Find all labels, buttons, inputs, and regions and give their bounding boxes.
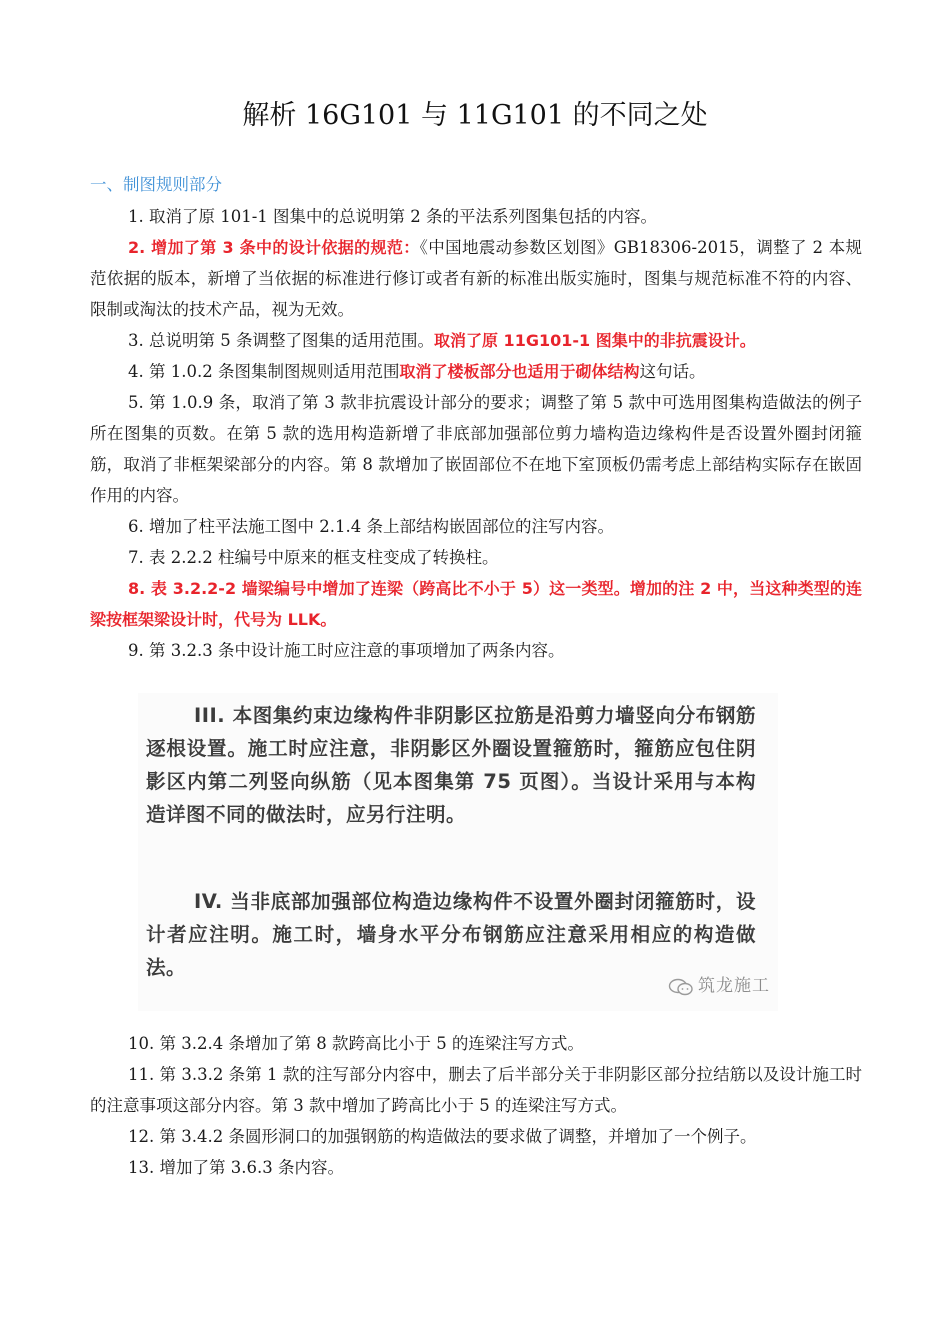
body-text: 5. 第 1.0.9 条，取消了第 3 款非抗震设计部分的要求；调整了第 5 款中可选用图集构造做法的例子所在图集的页数。在第 5 款的选用构造新增了非底部加强部位剪力墙构造边缘构件是否设置外圈封闭箍筋，取消了非框架梁部分的内容。第 8 款增加了嵌固部位不在地下室顶板仍需考虑上部结构实际存在嵌固作用的内容。	[90, 393, 862, 505]
figure-scanned-excerpt	[138, 693, 778, 1011]
body-text: 9. 第 3.2.3 条中设计施工时应注意的事项增加了两条内容。	[128, 641, 565, 660]
list-item	[90, 511, 862, 542]
paragraph-list-after-figure	[90, 1028, 862, 1183]
figure-paragraph-iii: III. 本图集约束边缘构件非阴影区拉筋是沿剪力墙竖向分布钢筋逐根设置。施工时应注意，非阴影区外圈设置箍筋时，箍筋应包住阴影区内第二列竖向纵筋（见本图集第 75 页图）。当设计采用与本构造详图不同的做法时，应另行注明。	[146, 704, 756, 826]
list-item	[90, 1028, 862, 1059]
watermark-text: 筑龙施工	[698, 976, 770, 996]
figure-paragraph-iv: IV. 当非底部加强部位构造边缘构件不设置外圈封闭箍筋时，设计者应注明。施工时，墙身水平分布钢筋应注意采用相应的构造做法。	[146, 890, 756, 979]
highlighted-text: 8. 表 3.2.2-2 墙梁编号中增加了连梁（跨高比不小于 5）这一类型。增加的注 2 中，当这种类型的连梁按框架梁设计时，代号为 LLK。	[90, 579, 862, 629]
document-title: 解析 16G101 与 11G101 的不同之处	[242, 100, 708, 131]
list-item	[90, 542, 862, 573]
list-item	[90, 1059, 862, 1121]
highlighted-text: 取消了原 11G101-1 图集中的非抗震设计。	[433, 331, 756, 350]
list-item	[90, 356, 862, 387]
list-item	[90, 1121, 862, 1152]
highlighted-text: 取消了楼板部分也适用于砌体结构	[399, 362, 640, 381]
body-text: 6. 增加了柱平法施工图中 2.1.4 条上部结构嵌固部位的注写内容。	[128, 517, 614, 536]
body-text: 4. 第 1.0.2 条图集制图规则适用范围	[128, 362, 400, 381]
list-item	[90, 387, 862, 511]
highlighted-text: 2. 增加了第 3 条中的设计依据的规范：	[128, 238, 420, 257]
list-item	[90, 573, 862, 635]
paragraph-list-before-figure	[90, 201, 862, 666]
body-text: 7. 表 2.2.2 柱编号中原来的框支柱变成了转换柱。	[128, 548, 499, 567]
list-item	[90, 325, 862, 356]
body-text: 这句话。	[639, 362, 706, 381]
body-text: 12. 第 3.4.2 条圆形洞口的加强钢筋的构造做法的要求做了调整，并增加了一个例子。	[128, 1127, 757, 1146]
list-item	[90, 232, 862, 325]
list-item	[90, 201, 862, 232]
watermark	[668, 970, 770, 1003]
body-text: 《中国地震动参数区划图》GB18306-2015，调整了 2 本规范依据的版本，新增了当依据的标准进行修订或者有新的标准出版实施时，图集与规范标准不符的内容、限制或淘汰的技术产品，视为无效。	[90, 238, 862, 319]
body-text: 1. 取消了原 101-1 图集中的总说明第 2 条的平法系列图集包括的内容。	[128, 207, 658, 226]
list-item	[90, 1152, 862, 1183]
body-text: 11. 第 3.3.2 条第 1 款的注写部分内容中，删去了后半部分关于非阴影区部分拉结筋以及设计施工时的注意事项这部分内容。第 3 款中增加了跨高比小于 5 的连梁注写方式。	[90, 1065, 862, 1115]
body-text: 10. 第 3.2.4 条增加了第 8 款跨高比小于 5 的连梁注写方式。	[128, 1034, 584, 1053]
chat-bubble-logo-icon	[668, 977, 694, 997]
section-heading: 一、制图规则部分	[90, 175, 222, 194]
body-text: 13. 增加了第 3.6.3 条内容。	[128, 1158, 344, 1177]
list-item	[90, 635, 862, 666]
body-text: 3. 总说明第 5 条调整了图集的适用范围。	[128, 331, 434, 350]
